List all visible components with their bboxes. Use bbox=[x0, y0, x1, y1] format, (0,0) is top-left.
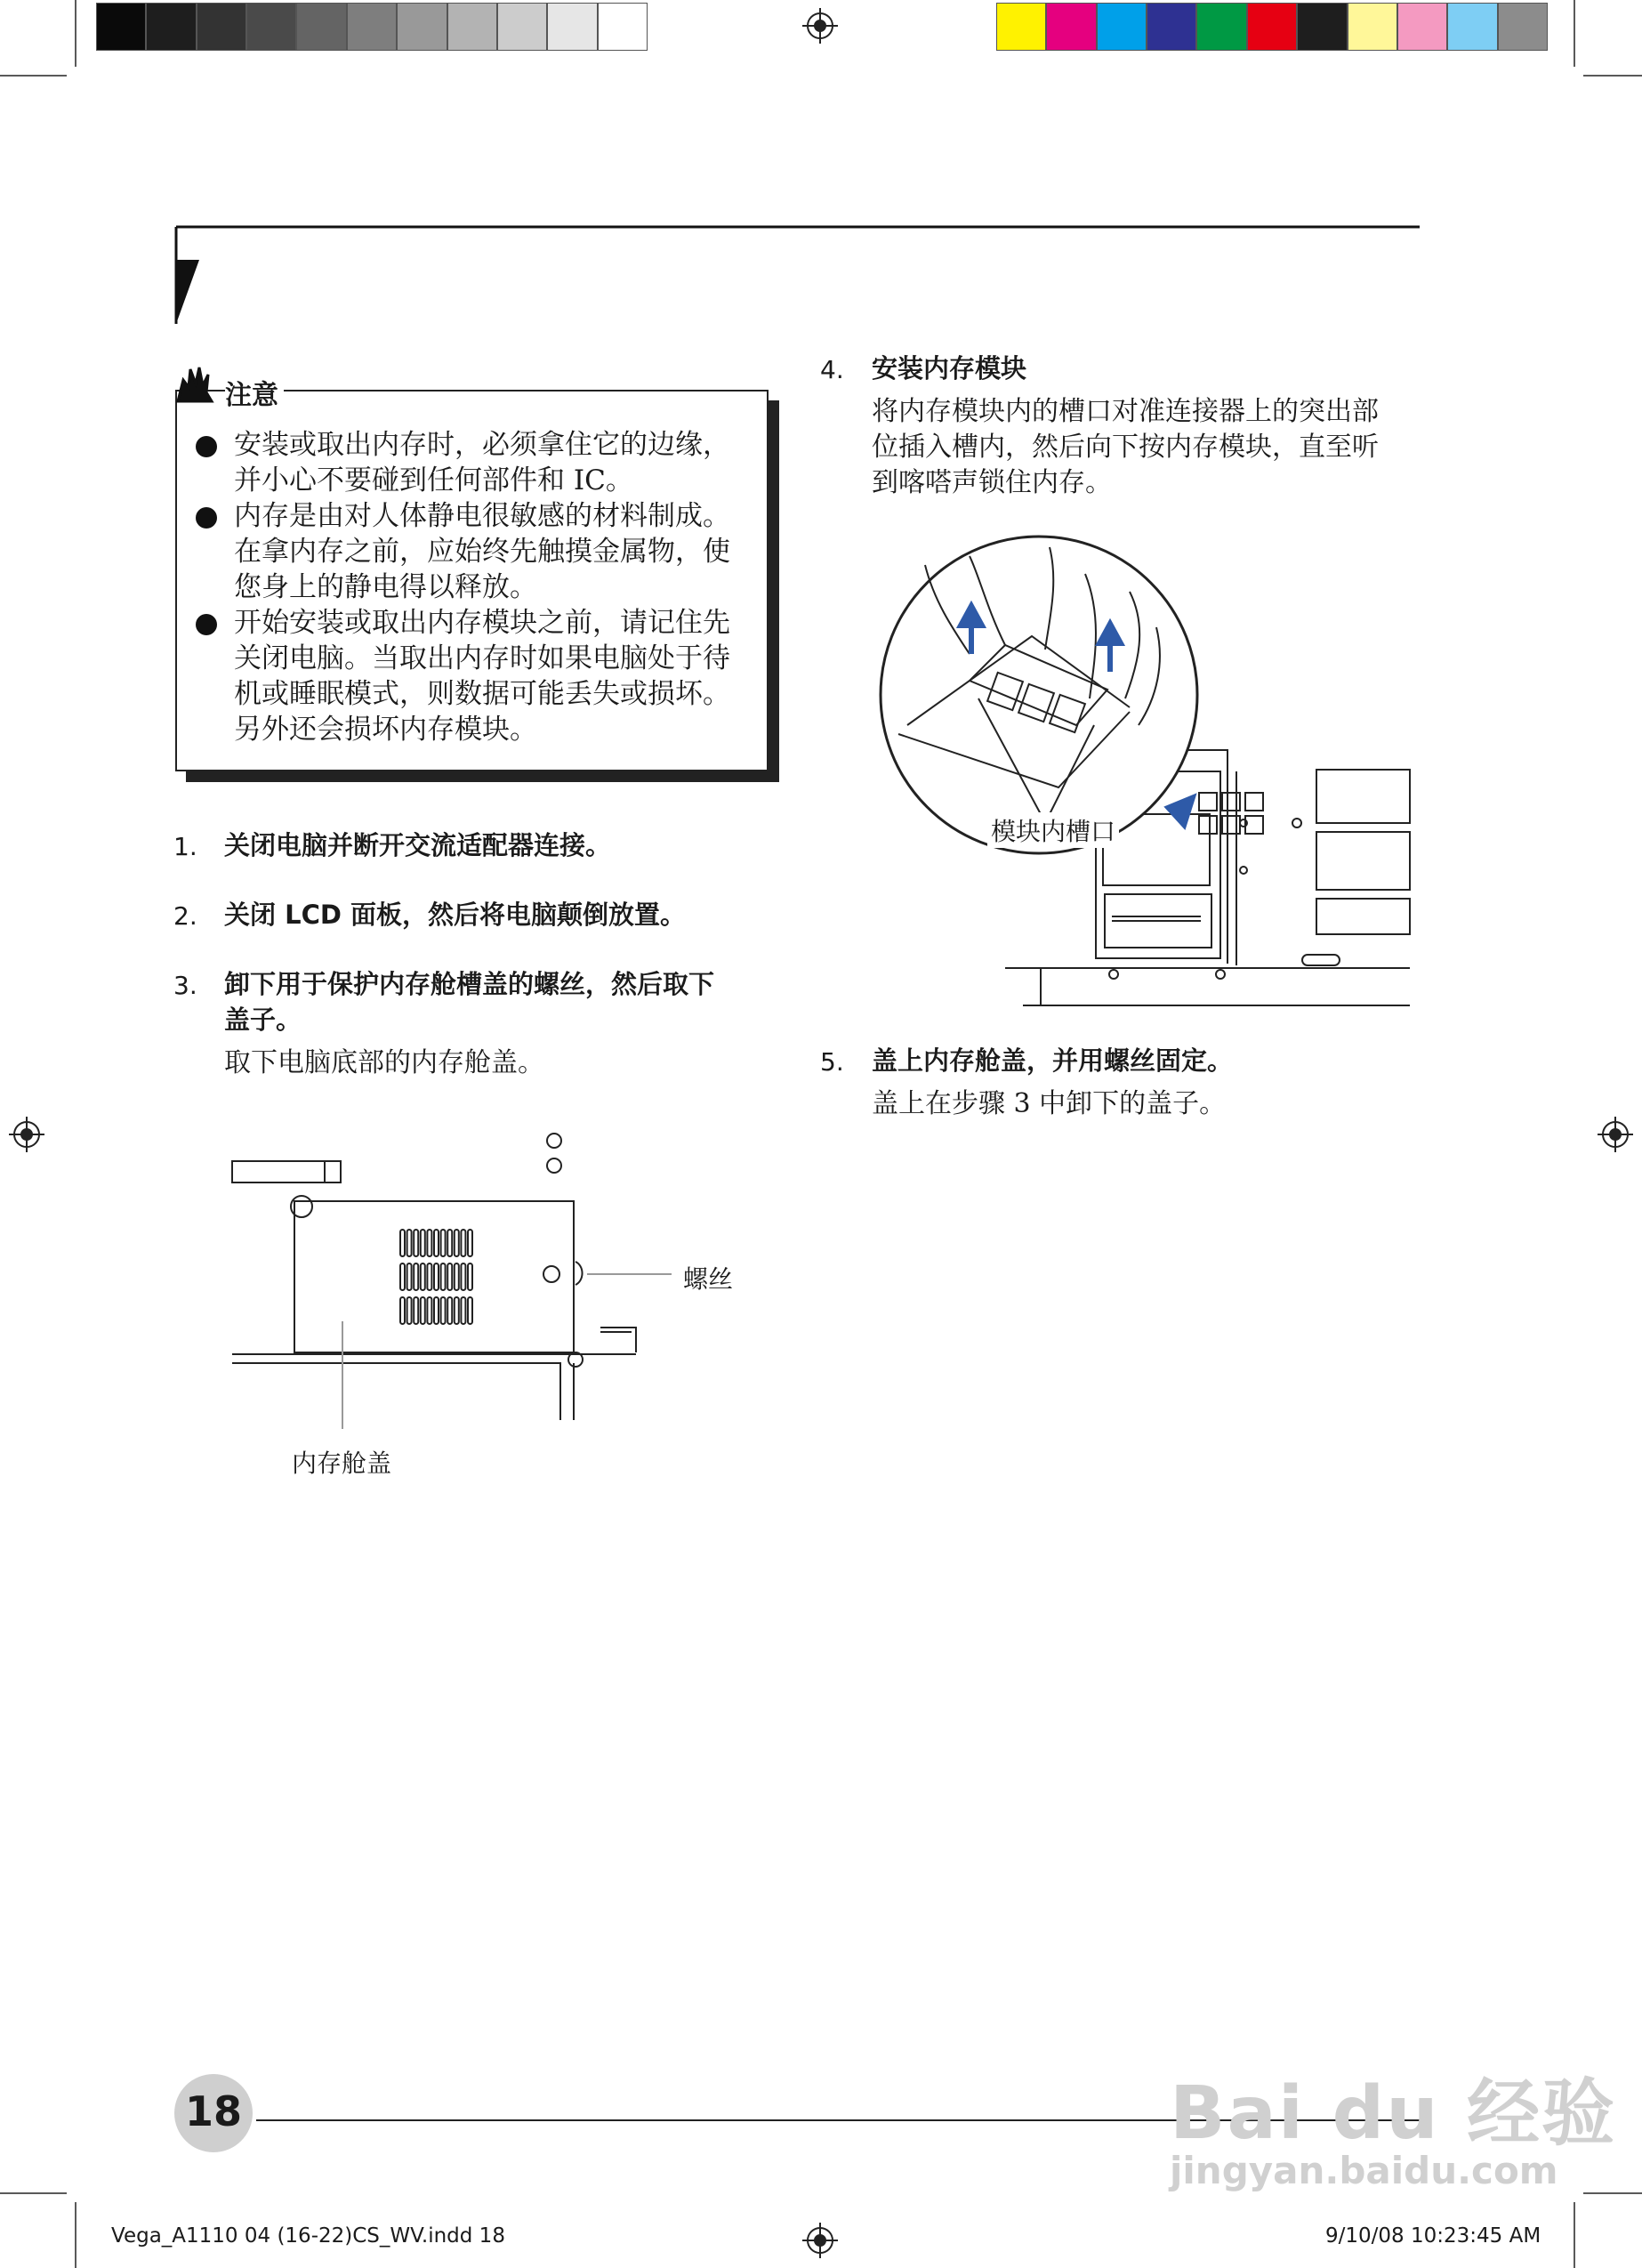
footer-timestamp: 9/10/08 10:23:45 AM bbox=[1325, 2224, 1541, 2248]
caution-item: 安装或取出内存时，必须拿住它的边缘， 并小心不要碰到任何部件和 IC。 bbox=[234, 429, 730, 496]
step-body: 盖上在步骤 3 中卸下的盖子。 bbox=[872, 1088, 1227, 1119]
baidu-watermark-url: jingyan.baidu.com bbox=[1170, 2149, 1558, 2192]
step-number: 5. bbox=[820, 1047, 844, 1077]
caution-item: 开始安装或取出内存模块之前，请记住先 关闭电脑。当取出内存时如果电脑处于待 机或睡眠模式，则数据可能丢失或损坏。 另外还会损坏内存模块。 bbox=[234, 607, 730, 746]
footer-file-slug: Vega_A1110 04 (16-22)CS_WV.indd 18 bbox=[111, 2224, 505, 2248]
step-title: 关闭电脑并断开交流适配器连接。 bbox=[224, 830, 612, 860]
memory-cover-figure bbox=[227, 1130, 761, 1433]
caution-hand-icon bbox=[171, 360, 217, 407]
step-number: 4. bbox=[820, 355, 844, 384]
step-title: 关闭 LCD 面板，然后将电脑颠倒放置。 bbox=[224, 900, 687, 930]
step-body: 将内存模块内的槽口对准连接器上的突出部 位插入槽内，然后向下按内存模块，直至听 到喀嗒声锁住内存。 bbox=[872, 396, 1379, 498]
caution-title: 注意 bbox=[225, 373, 284, 412]
step-number: 2. bbox=[173, 901, 197, 931]
step-title: 卸下用于保护内存舱槽盖的螺丝，然后取下 盖子。 bbox=[224, 969, 715, 1035]
step-title: 盖上内存舱盖，并用螺丝固定。 bbox=[872, 1045, 1234, 1076]
bullet-icon bbox=[196, 507, 217, 529]
step-number: 3. bbox=[173, 971, 197, 1000]
cover-label: 内存舱盖 bbox=[292, 1449, 392, 1478]
bullet-icon bbox=[196, 436, 217, 457]
notch-label: 模块内槽口 bbox=[987, 812, 1119, 848]
step-number: 1. bbox=[173, 832, 197, 861]
step-body: 取下电脑底部的内存舱盖。 bbox=[224, 1047, 544, 1078]
step-title: 安装内存模块 bbox=[872, 353, 1027, 383]
bullet-icon bbox=[196, 614, 217, 635]
memory-install-figure bbox=[872, 521, 1423, 1019]
caution-item: 内存是由对人体静电很敏感的材料制成。 在拿内存之前，应始终先触摸金属物，使 您身上的静电得以释放。 bbox=[234, 500, 730, 603]
baidu-watermark: Bai du 经验 bbox=[1170, 2071, 1617, 2156]
header-rule bbox=[174, 224, 1421, 327]
page-number: 18 bbox=[184, 2087, 242, 2135]
screw-label: 螺丝 bbox=[683, 1264, 734, 1294]
